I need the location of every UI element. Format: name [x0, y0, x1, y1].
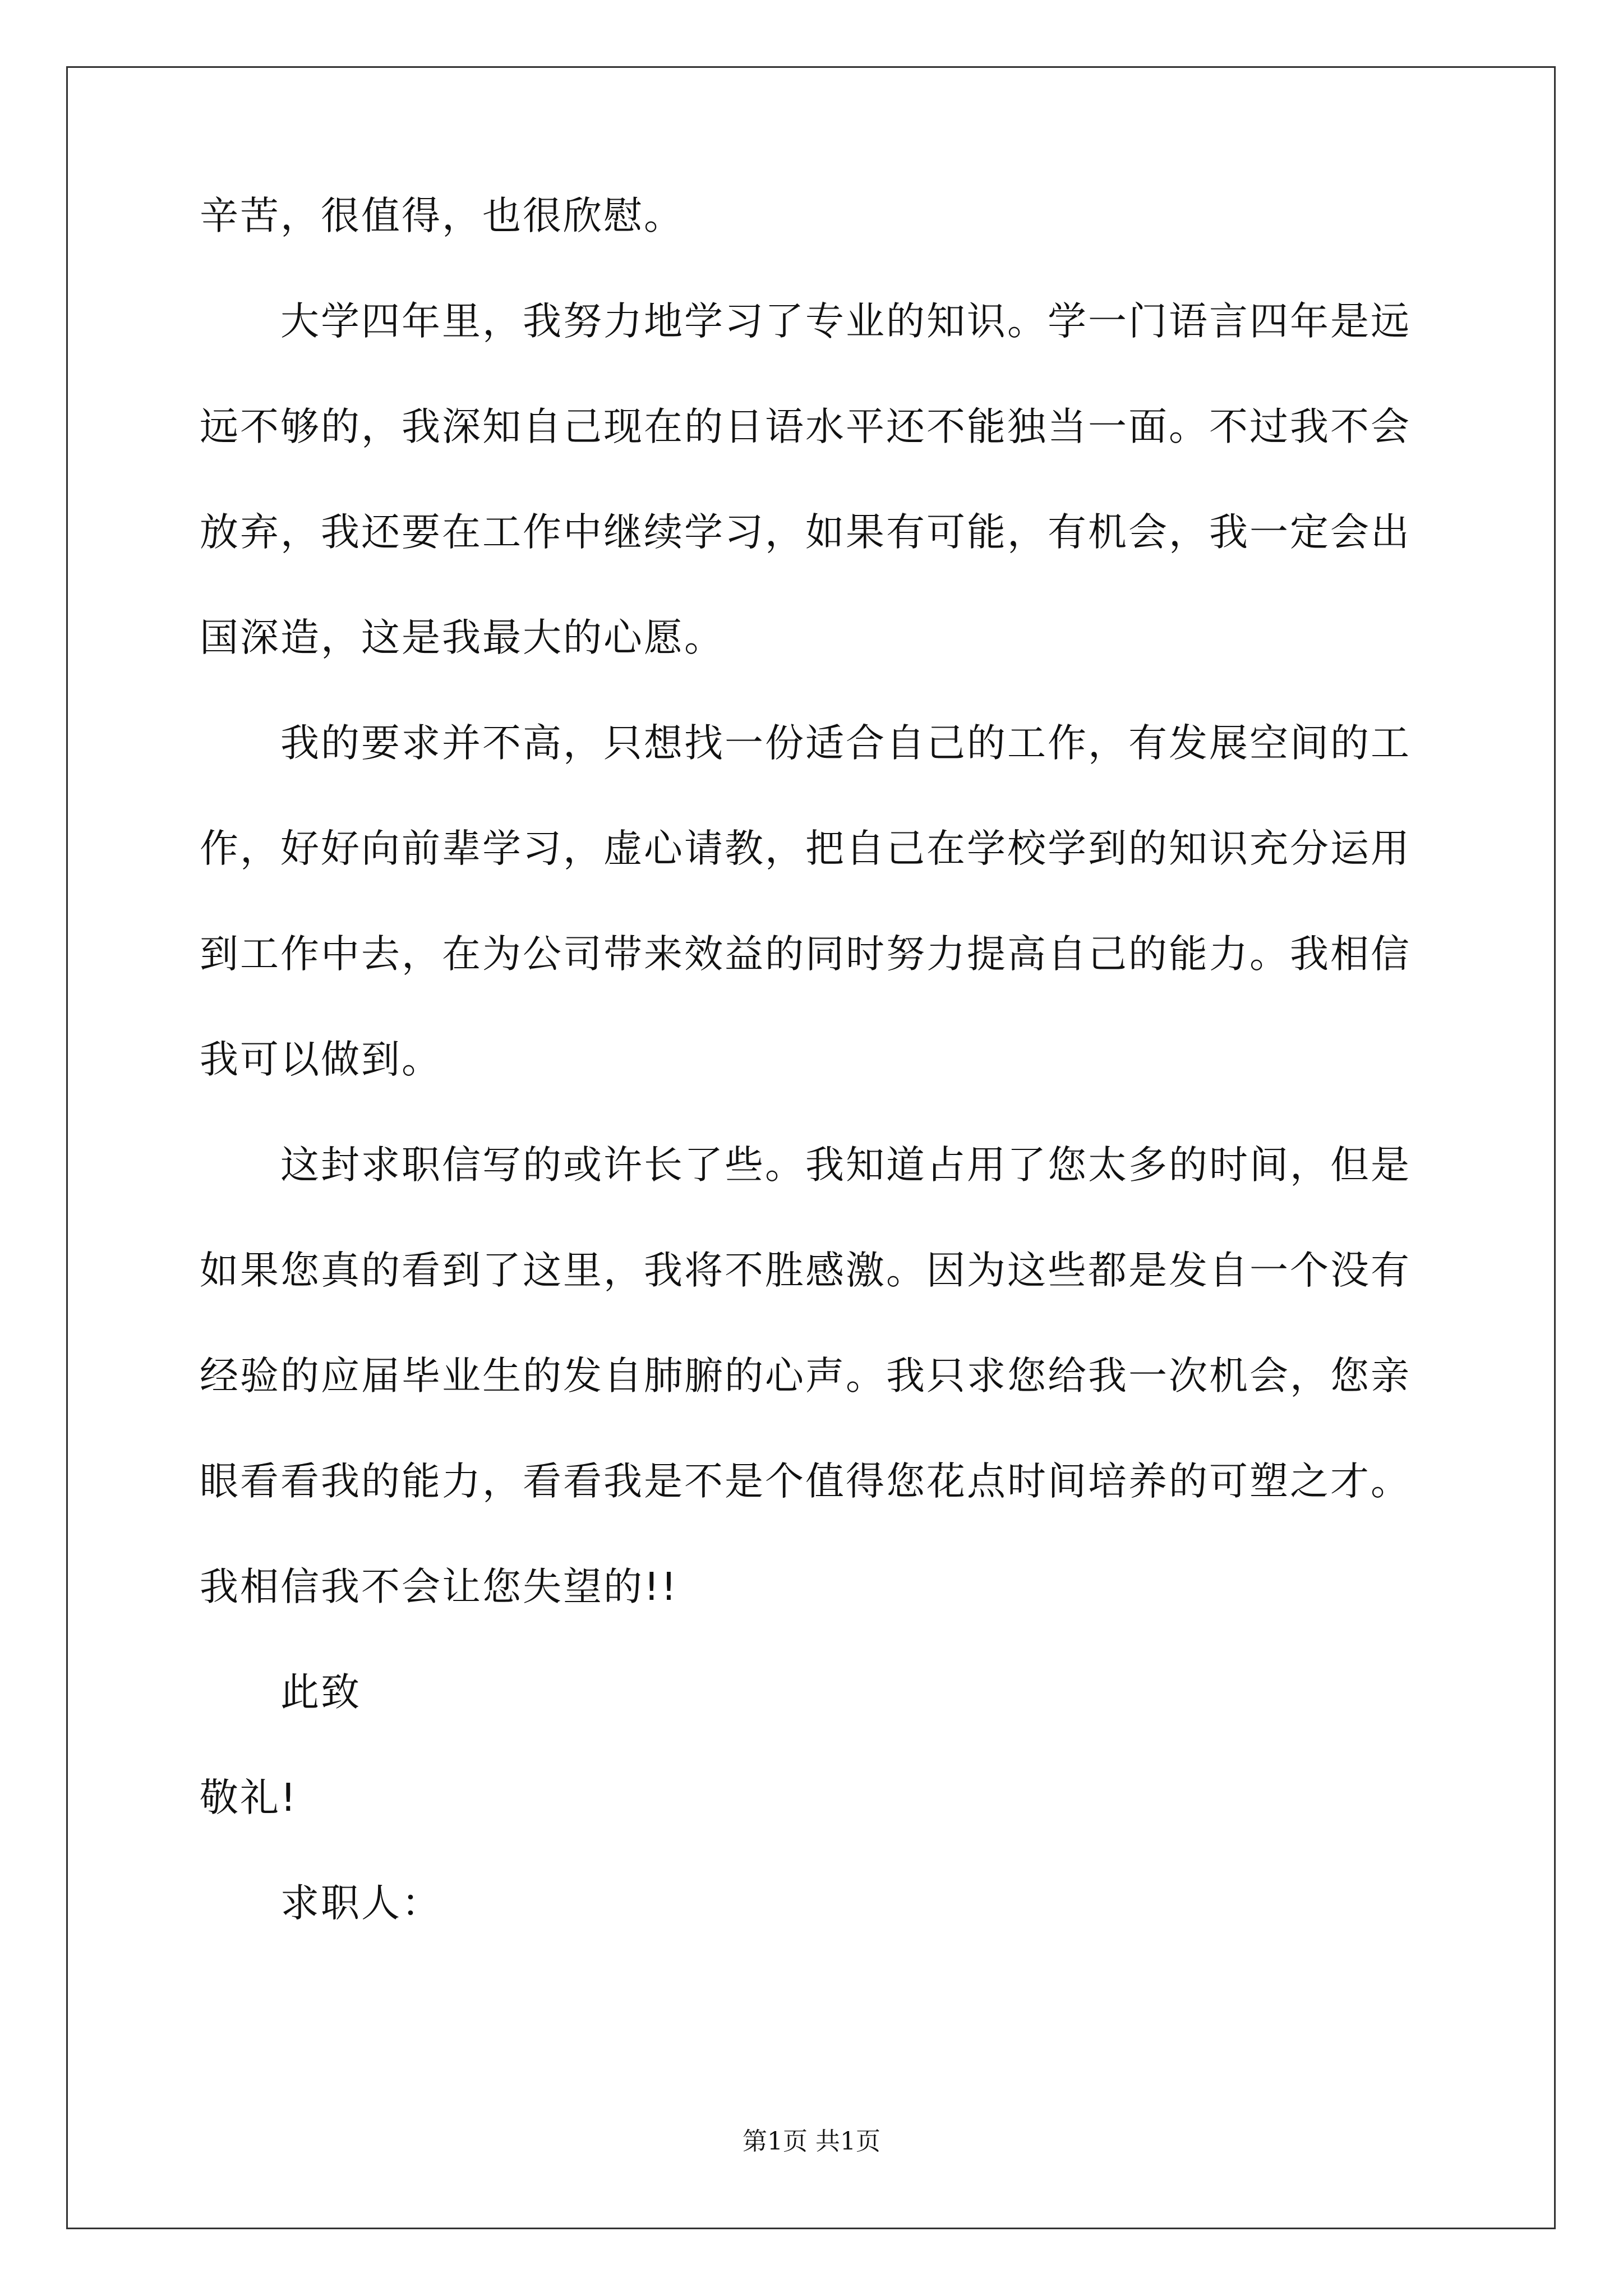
- page-number-footer: 第1页 共1页: [743, 2127, 880, 2156]
- text-line: 辛苦，很值得，也很欣慰。: [200, 194, 684, 238]
- text-line: 如果您真的看到了这里，我将不胜感激。因为这些都是发自一个没有: [200, 1248, 1411, 1293]
- text-line: 这封求职信写的或许长了些。我知道占用了您太多的时间，但是: [280, 1143, 1411, 1188]
- text-line: 国深造，这是我最大的心愿。: [200, 615, 725, 660]
- text-line: 我相信我不会让您失望的!!: [200, 1565, 679, 1609]
- closing-salutation: 此致: [280, 1670, 361, 1715]
- text-line: 眼看看我的能力，看看我是不是个值得您花点时间培养的可塑之才。: [200, 1459, 1411, 1504]
- closing-regards: 敬礼!: [200, 1775, 298, 1820]
- text-line: 大学四年里，我努力地学习了专业的知识。学一门语言四年是远: [280, 299, 1411, 344]
- text-line: 远不够的，我深知自己现在的日语水平还不能独当一面。不过我不会: [200, 404, 1411, 449]
- text-line: 放弃，我还要在工作中继续学习，如果有可能，有机会，我一定会出: [200, 510, 1411, 555]
- text-line: 我可以做到。: [200, 1037, 442, 1082]
- text-line: 我的要求并不高，只想找一份适合自己的工作，有发展空间的工: [280, 721, 1411, 766]
- text-line: 作，好好向前辈学习，虚心请教，把自己在学校学到的知识充分运用: [200, 826, 1411, 871]
- text-line: 经验的应届毕业生的发自肺腑的心声。我只求您给我一次机会，您亲: [200, 1354, 1411, 1398]
- text-line: 到工作中去，在为公司带来效益的同时努力提高自己的能力。我相信: [200, 932, 1411, 977]
- applicant-signature-label: 求职人：: [280, 1881, 442, 1926]
